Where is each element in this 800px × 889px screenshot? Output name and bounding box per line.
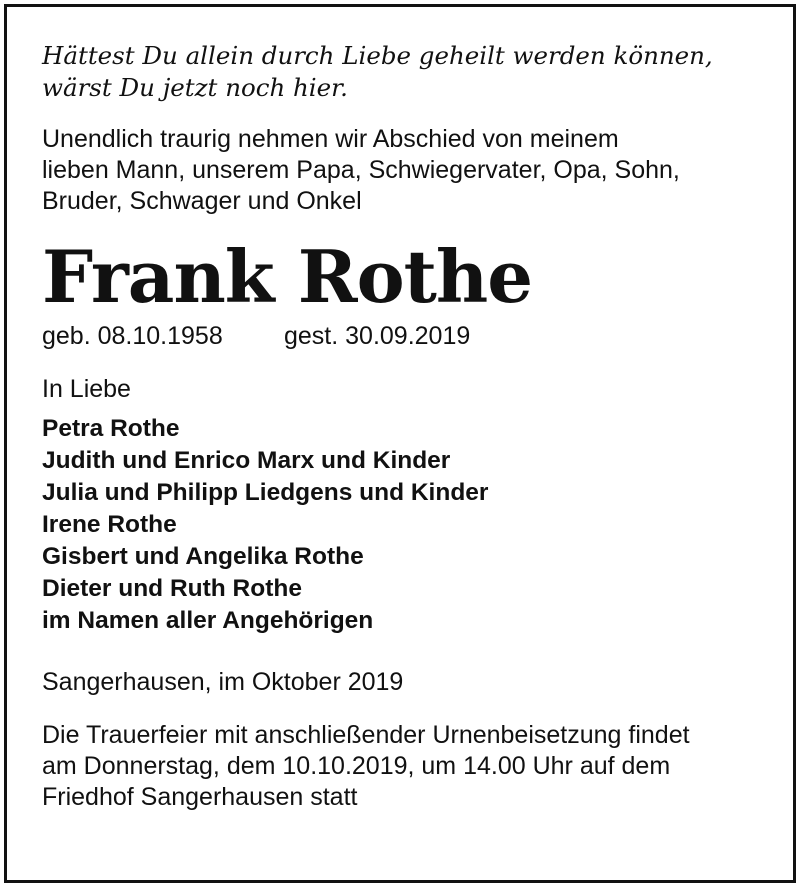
- obituary-notice: [42, 40, 742, 813]
- mourners-list: [42, 413, 742, 637]
- death-date: gest. 30.09.2019: [284, 322, 471, 350]
- mourner-item: im Namen aller Angehörigen: [42, 607, 374, 634]
- ceremony-line: am Donnerstag, dem 10.10.2019, um 14.00 Uhr auf dem: [42, 752, 671, 780]
- in-love-label: In Liebe: [42, 375, 131, 403]
- life-dates: [42, 321, 742, 352]
- birth-date: geb. 08.10.1958: [42, 322, 223, 350]
- mourner-item: Julia und Philipp Liedgens und Kinder: [42, 479, 489, 506]
- deceased-name: Frank Rothe: [42, 234, 533, 319]
- mourner-item: Petra Rothe: [42, 415, 180, 442]
- intro-line: Bruder, Schwager und Onkel: [42, 187, 362, 215]
- place-date: Sangerhausen, im Oktober 2019: [42, 668, 404, 696]
- ceremony-line: Die Trauerfeier mit anschließender Urnenbeisetzung findet: [42, 721, 690, 749]
- intro-text: [42, 124, 742, 217]
- mourner-item: Irene Rothe: [42, 511, 177, 538]
- mourner-item: Dieter und Ruth Rothe: [42, 575, 302, 602]
- motto-line: Hättest Du allein durch Liebe geheilt werden können,: [42, 41, 713, 70]
- mourner-item: Judith und Enrico Marx und Kinder: [42, 447, 451, 474]
- motto-line: wärst Du jetzt noch hier.: [42, 73, 348, 102]
- intro-line: Unendlich traurig nehmen wir Abschied von meinem: [42, 125, 619, 153]
- mourner-item: Gisbert und Angelika Rothe: [42, 543, 364, 570]
- ceremony-line: Friedhof Sangerhausen statt: [42, 783, 358, 811]
- motto-quote: [42, 40, 742, 104]
- intro-line: lieben Mann, unserem Papa, Schwiegervater, Opa, Sohn,: [42, 156, 680, 184]
- ceremony-info: [42, 720, 742, 813]
